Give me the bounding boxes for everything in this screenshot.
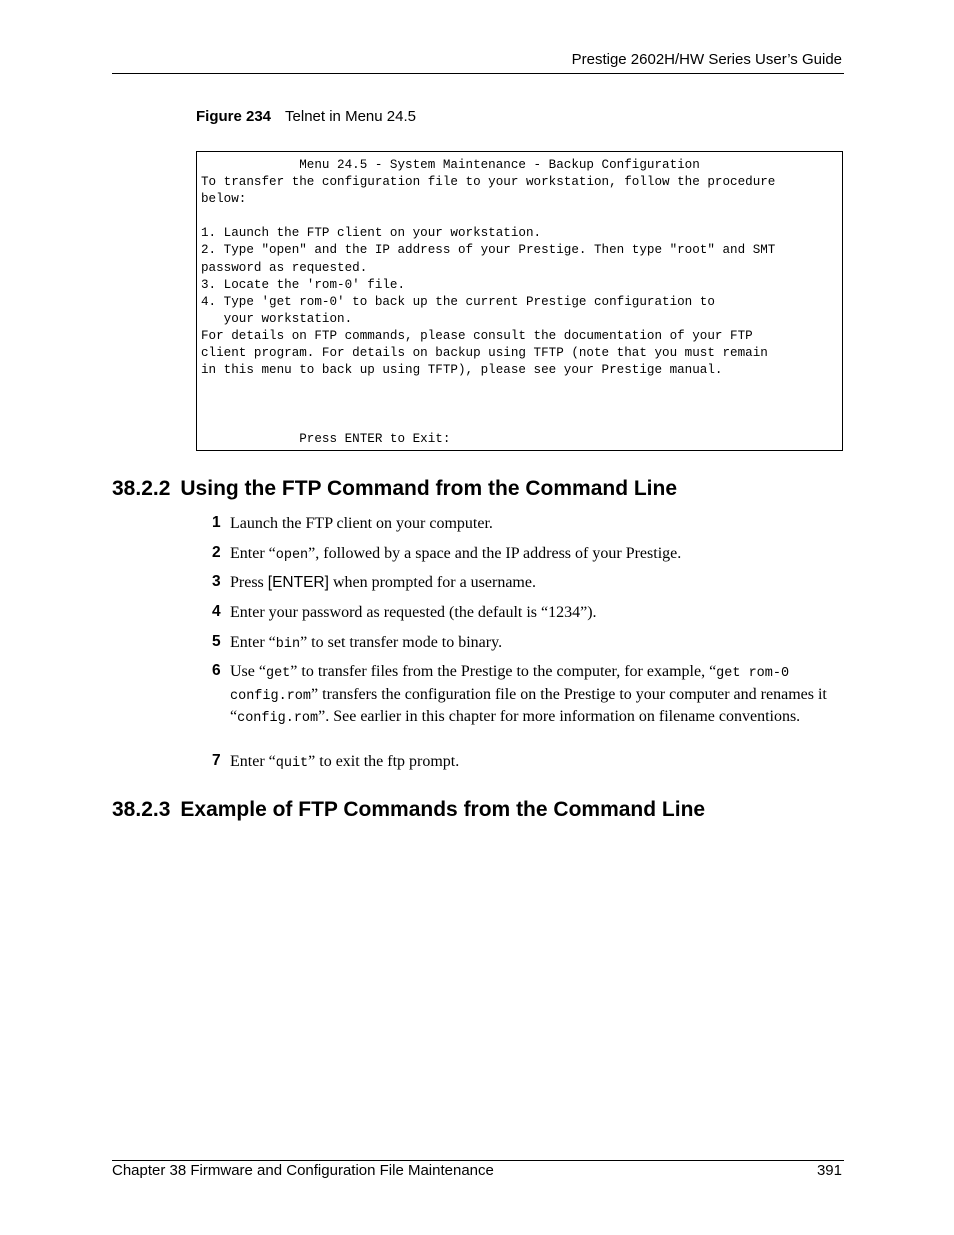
- section-number: 38.2.2: [112, 477, 171, 500]
- header-rule: [112, 73, 844, 74]
- page-number: 391: [816, 1162, 842, 1179]
- code-text: bin: [275, 637, 301, 652]
- section-title: Example of FTP Commands from the Command Line: [180, 798, 706, 821]
- section-title: Using the FTP Command from the Command Line: [180, 477, 678, 500]
- terminal-screen: [196, 151, 843, 451]
- footer-chapter: Chapter 38 Firmware and Configuration File Maintenance: [112, 1162, 494, 1179]
- figure-title: Telnet in Menu 24.5: [285, 108, 416, 125]
- key-text: [ENTER]: [267, 574, 329, 591]
- terminal-text: Menu 24.5 - System Maintenance - Backup Configuration To transfer the configuration file to your workstation, follow the procedure below: 1. Launch the FTP client on your workstation. 2. Type "open" and the IP address of your Prestige. Then type "root" and SMT password as requested. 3. Locate the 'rom-0' file. 4. Type 'get rom-0' to back up the current Prestige configuration to your workstation. For details on FTP commands, please consult the documentation of your FTP client program. For details on backup using TFTP (note that you must remain in this menu to back up using TFTP), please see your Prestige manual. Press ENTER to Exit:: [201, 158, 776, 446]
- step-number: 2: [212, 544, 221, 561]
- code-text: quit: [275, 756, 309, 771]
- step-number: 7: [212, 752, 221, 769]
- code-text: open: [275, 548, 309, 563]
- code-text: get rom-0 config.rom: [230, 666, 790, 704]
- code-text: get: [265, 666, 291, 681]
- step-number: 3: [212, 573, 221, 590]
- step-text: Enter “open”, followed by a space and the IP address of your Prestige.: [230, 545, 682, 563]
- footer-rule: [112, 1160, 844, 1161]
- figure-label: Figure 234: [196, 108, 272, 125]
- step-number: 6: [212, 662, 221, 679]
- running-header: Prestige 2602H/HW Series User’s Guide: [571, 51, 842, 68]
- section-number: 38.2.3: [112, 798, 171, 821]
- step-number: 4: [212, 603, 221, 620]
- section-heading-ftp-command-line: [112, 477, 677, 501]
- step-text: Enter your password as requested (the default is “1234”).: [230, 604, 597, 621]
- step-text: Use “get” to transfer files from the Prestige to the computer, for example, “get rom-0 config.rom” transfers the configuration file on the Prestige to your computer and renames it “config.rom”. See earlier in this chapter for more information on filename conventions.: [230, 663, 827, 726]
- step-text: Press [ENTER] when prompted for a username.: [230, 574, 536, 591]
- step-text: Launch the FTP client on your computer.: [230, 515, 493, 532]
- step-number: 5: [212, 633, 221, 650]
- step-text: Enter “bin” to set transfer mode to binary.: [230, 634, 503, 652]
- step-text: Enter “quit” to exit the ftp prompt.: [230, 753, 460, 771]
- figure-caption: [196, 108, 416, 125]
- step-number: 1: [212, 514, 221, 531]
- section-heading-ftp-example: [112, 798, 705, 822]
- code-text: config.rom: [237, 711, 319, 726]
